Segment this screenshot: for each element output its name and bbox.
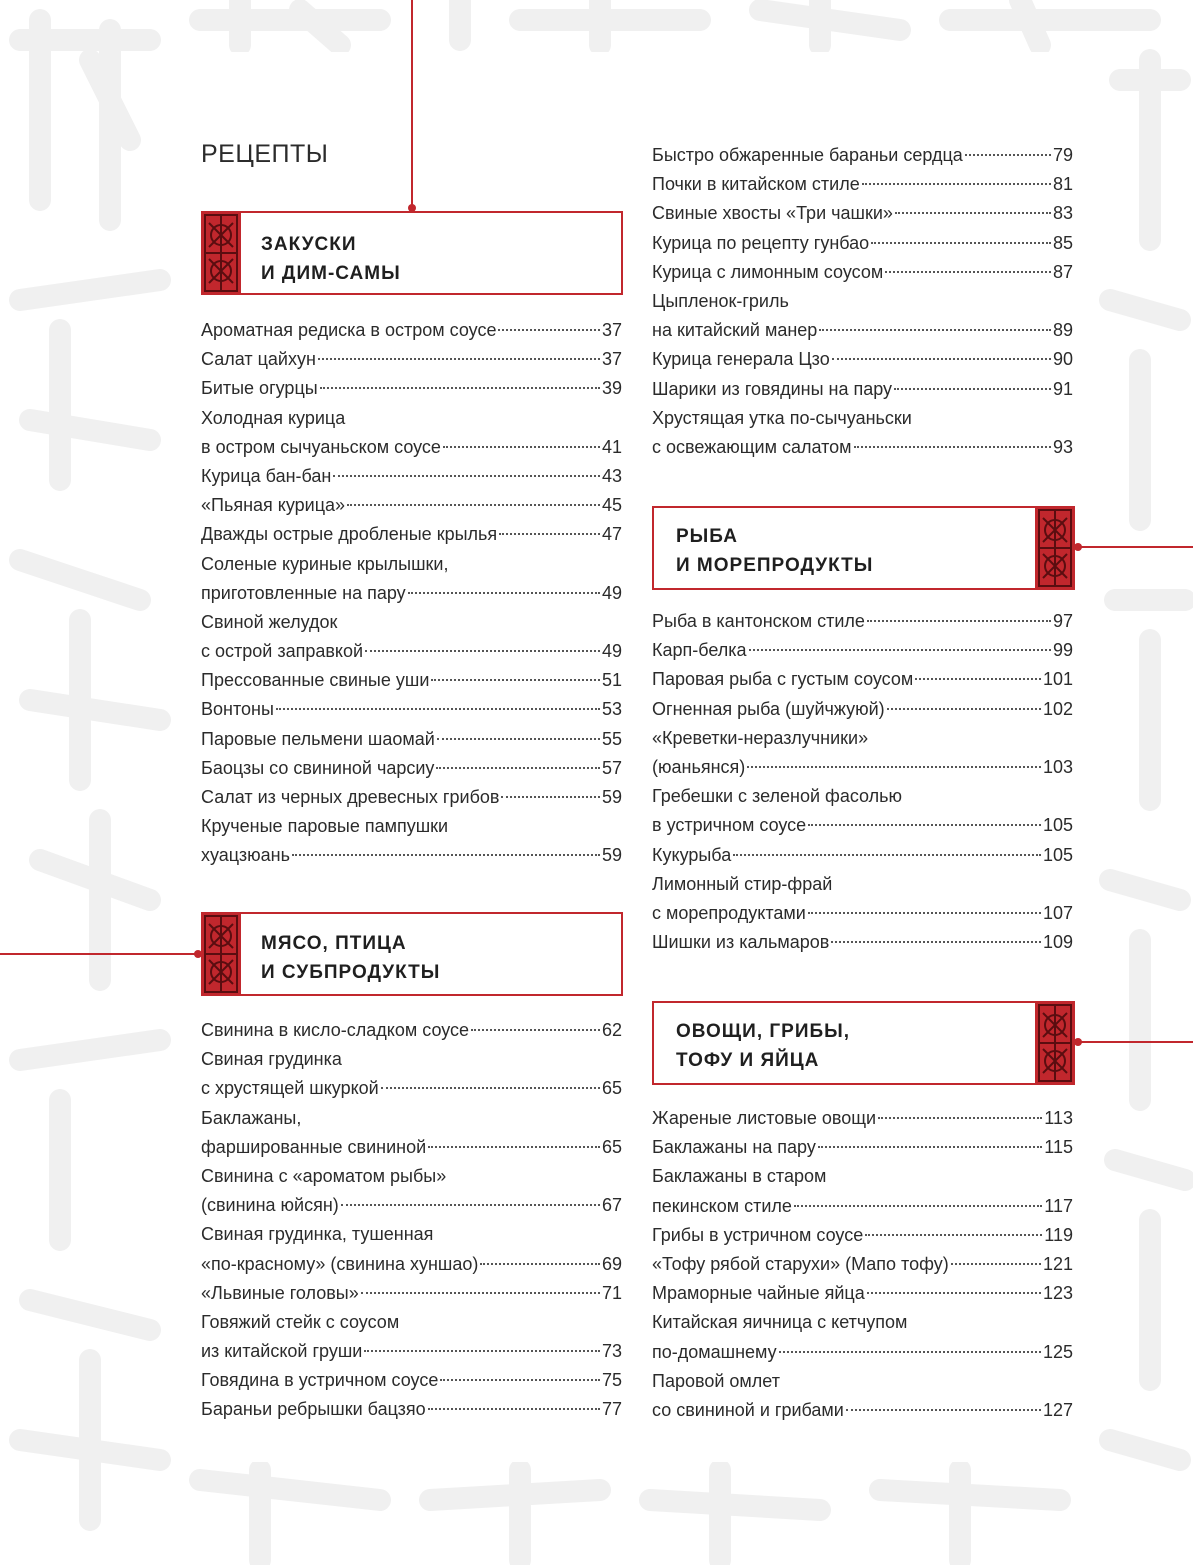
dot-leader [846,1409,1041,1411]
page-number: 101 [1042,669,1073,690]
dot-leader [878,1117,1042,1119]
toc-entry-title: Карп-белка [652,640,747,661]
page-number: 102 [1042,698,1073,719]
page-number: 89 [1052,320,1073,341]
ornament-icon [201,912,241,996]
page-number: 55 [601,728,622,749]
toc-entry-line[interactable] [201,812,622,841]
dot-leader [318,358,600,360]
dot-leader [341,1204,600,1206]
toc-entry-title: Огненная рыба (шуйчжуюй) [652,698,885,719]
dot-leader [428,1146,600,1148]
toc-entry-line[interactable] [201,462,622,491]
toc-entry-line[interactable] [652,724,1073,753]
toc-entry-line[interactable] [201,1016,622,1045]
page-number: 47 [601,524,622,545]
dot-leader [480,1263,600,1265]
page-number: 97 [1052,611,1073,631]
toc-entry-line[interactable] [201,1133,622,1162]
toc-entry-line[interactable] [652,928,1073,957]
connector-line-top [411,0,413,210]
page-number: 77 [601,1399,622,1420]
dot-leader [361,1292,600,1294]
toc-entry-line[interactable] [652,345,1073,374]
dot-leader [471,1029,600,1031]
toc-entry-title: Курица бан-бан [201,465,332,486]
ornament-icon [1035,506,1075,590]
page-number: 45 [601,495,622,516]
section-title-line: ЗАКУСКИ [261,234,357,255]
toc-entry-line[interactable] [201,1191,622,1220]
page-number: 37 [601,349,622,370]
page-number: 65 [601,1136,622,1157]
toc-entry-title: Баклажаны в старом [652,1166,827,1187]
toc-entry-title: Прессованные свиные уши [201,670,430,691]
page-number: 103 [1042,756,1073,777]
toc-entry-line[interactable] [652,433,1073,462]
toc-entry-line[interactable] [201,1220,622,1249]
toc-entry-title: с освежающим салатом [652,436,852,457]
toc-entry-title: с морепродуктами [652,902,806,923]
dot-leader [794,1205,1042,1207]
toc-entry-title: Жареные листовые овощи [652,1108,877,1128]
ornament-icon [1035,1001,1075,1085]
ornament-icon [201,211,241,295]
page-number: 105 [1042,844,1073,865]
toc-entry-line[interactable] [652,1133,1073,1162]
toc-entry-line[interactable] [652,607,1073,636]
toc-entry-title: Говяжий стейк с соусом [201,1311,400,1332]
toc-entry-title: Свиные хвосты «Три чашки» [652,203,893,224]
toc-entry-line[interactable] [201,1104,622,1133]
toc-entry-title: в остром сычуаньском соусе [201,436,441,457]
dot-leader [381,1087,600,1089]
toc-entry-title: Китайская яичница с кетчупом [652,1312,908,1333]
toc-entry-title: Соленые куриные крылышки, [201,553,449,574]
dot-leader [865,1234,1042,1236]
toc-entry-title: приготовленные на пару [201,582,406,603]
toc-entry-title: «Львиные головы» [201,1282,359,1303]
toc-entry-line[interactable] [201,608,622,637]
toc-entry-line[interactable] [652,141,1073,170]
toc-entry-title: со свининой и грибами [652,1399,844,1420]
connector-dot-right-2 [1074,1038,1082,1046]
page-number: 75 [601,1370,622,1391]
toc-entry-line[interactable] [652,1104,1073,1133]
dot-leader [347,504,600,506]
toc-entry-line[interactable] [652,899,1073,928]
dot-leader [440,1379,600,1381]
page-title: РЕЦЕПТЫ [201,140,329,168]
toc-entry-line[interactable] [201,725,622,754]
connector-line-right-1 [1078,546,1193,548]
toc-entry-line[interactable] [652,170,1073,199]
toc-entry-title: хуацзюань [201,845,290,866]
toc-entry-title: «по-красному» (свинина хуншао) [201,1253,479,1274]
toc-entry-title: с острой заправкой [201,641,364,662]
section-header-vegetables [652,1001,1075,1085]
toc-entry-line[interactable] [201,1337,622,1366]
toc-entry-title: Курица с лимонным соусом [652,261,884,282]
dot-leader [965,154,1051,156]
page-number: 49 [601,582,622,603]
page-number: 127 [1042,1399,1073,1420]
dot-leader [333,475,600,477]
toc-list-meat [201,1016,622,1425]
section-header-meat [201,912,623,996]
toc-entry-line[interactable] [201,404,622,433]
toc-entry-line[interactable] [201,316,622,345]
dot-leader [894,388,1051,390]
toc-entry-line[interactable] [652,199,1073,228]
page-number: 113 [1044,1108,1073,1128]
toc-entry-title: Лимонный стир-фрай [652,873,833,894]
page-number: 99 [1052,640,1073,661]
toc-entry-line[interactable] [652,229,1073,258]
toc-entry-title: «Креветки-неразлучники» [652,727,869,748]
toc-list-fish [652,607,1073,957]
page-number: 117 [1044,1195,1073,1216]
toc-entry-line[interactable] [201,520,622,549]
toc-entry-title: Бараньи ребрышки бацзяо [201,1399,426,1420]
toc-entry-title: пекинском стиле [652,1195,792,1216]
toc-entry-line[interactable] [652,841,1073,870]
toc-list-vegetables [652,1104,1073,1425]
page-number: 49 [601,641,622,662]
toc-entry-title: Свинина в кисло-сладком соусе [201,1020,470,1040]
toc-entry-line[interactable] [652,753,1073,782]
page-number: 81 [1052,174,1073,195]
toc-entry-title: Шарики из говядины на пару [652,378,893,399]
dot-leader [887,708,1041,710]
section-title-line: РЫБА [676,526,738,547]
dot-leader [749,649,1051,651]
toc-entry-line[interactable] [652,1162,1073,1191]
dot-leader [408,592,600,594]
toc-entry-title: Почки в китайском стиле [652,174,860,195]
toc-entry-line[interactable] [201,783,622,812]
dot-leader [867,1292,1041,1294]
toc-entry-line[interactable] [201,1308,622,1337]
toc-entry-line[interactable] [652,1192,1073,1221]
dot-leader [292,854,600,856]
page-number: 37 [601,320,622,340]
toc-entry-line[interactable] [201,345,622,374]
toc-entry-line[interactable] [652,695,1073,724]
toc-entry-line[interactable] [652,870,1073,899]
section-title-line: И СУБПРОДУКТЫ [261,962,441,983]
toc-entry-line[interactable] [201,1162,622,1191]
toc-entry-title: «Пьяная курица» [201,495,346,516]
toc-entry-line[interactable] [652,636,1073,665]
toc-entry-title: Крученые паровые пампушки [201,816,449,837]
toc-entry-line[interactable] [652,1396,1073,1425]
page-number: 109 [1042,932,1073,953]
toc-entry-line[interactable] [201,666,622,695]
toc-entry-title: Баклажаны, [201,1107,302,1128]
toc-entry-line[interactable] [652,782,1073,811]
toc-entry-line[interactable] [201,1279,622,1308]
section-header-appetizers [201,211,623,295]
toc-entry-line[interactable] [201,1045,622,1074]
toc-entry-line[interactable] [201,1366,622,1395]
toc-entry-title: Свиная грудинка, тушенная [201,1224,434,1245]
toc-entry-line[interactable] [652,1367,1073,1396]
page-number: 39 [601,378,622,399]
dot-leader [320,387,600,389]
toc-entry-line[interactable] [201,637,622,666]
dot-leader [733,854,1041,856]
toc-entry-title: «Тофу рябой старухи» (Мапо тофу) [652,1253,949,1274]
section-title-line: И ДИМ-САМЫ [261,263,401,284]
connector-line-right-2 [1078,1041,1193,1043]
toc-list-meat-continued [652,141,1073,462]
toc-entry-line[interactable] [652,375,1073,404]
section-title-line: И МОРЕПРОДУКТЫ [676,555,874,576]
toc-entry-title: Свиная грудинка [201,1049,342,1070]
dot-leader [867,620,1051,622]
toc-entry-title: Паровая рыба с густым соусом [652,669,914,690]
dot-leader [501,796,600,798]
toc-entry-title: Салат из черных древесных грибов [201,787,500,807]
toc-entry-title: Рыба в кантонском стиле [652,611,865,631]
toc-entry-line[interactable] [201,1074,622,1103]
toc-entry-line[interactable] [652,1279,1073,1308]
page-number: 119 [1044,1224,1073,1245]
page-number: 69 [601,1253,622,1274]
dot-leader [862,183,1051,185]
toc-entry-title: (юаньянся) [652,756,746,777]
toc-entry-title: в устричном соусе [652,815,807,836]
toc-entry-title: Дважды острые дробленые крылья [201,524,498,545]
dot-leader [871,242,1051,244]
page-number: 79 [1052,145,1073,165]
toc-entry-line[interactable] [201,433,622,462]
toc-entry-line[interactable] [652,258,1073,287]
toc-entry-title: (свинина юйсян) [201,1195,339,1216]
toc-entry-line[interactable] [652,1221,1073,1250]
toc-entry-title: Быстро обжаренные бараньи сердца [652,145,963,165]
page-number: 73 [601,1341,622,1362]
page-number: 115 [1044,1137,1073,1158]
toc-entry-line[interactable] [652,1250,1073,1279]
page-number: 91 [1052,378,1073,399]
toc-entry-title: Хрустящая утка по-сычуаньски [652,407,912,428]
toc-entry-title: Кукурыба [652,844,732,865]
toc-entry-line[interactable] [201,841,622,870]
dot-leader [832,358,1051,360]
dot-leader [747,766,1041,768]
toc-entry-title: Цыпленок-гриль [652,290,789,311]
page-number: 59 [601,787,622,807]
dot-leader [831,941,1041,943]
toc-entry-title: Вонтоны [201,699,274,720]
page-number: 85 [1052,232,1073,253]
toc-entry-title: из китайской груши [201,1341,363,1362]
toc-entry-title: Салат цайхун [201,349,316,370]
page-number: 90 [1052,349,1073,370]
toc-entry-title: Свиной желудок [201,611,338,632]
toc-entry-title: Курица генерала Цзо [652,349,830,370]
page-number: 51 [601,670,622,691]
toc-entry-title: Мраморные чайные яйца [652,1283,865,1304]
toc-entry-title: Ароматная редиска в остром соусе [201,320,497,340]
dot-leader [276,708,600,710]
toc-entry-title: Холодная курица [201,407,346,428]
page-number: 67 [601,1195,622,1216]
page-number: 59 [601,845,622,866]
toc-entry-title: Паровые пельмени шаомай [201,728,435,749]
toc-entry-title: Паровой омлет [652,1370,780,1391]
toc-list-appetizers [201,316,622,871]
dot-leader [808,912,1041,914]
section-title-line: ОВОЩИ, ГРИБЫ, [676,1021,851,1042]
section-title-line: ТОФУ И ЯЙЦА [676,1050,820,1071]
dot-leader [895,212,1051,214]
dot-leader [499,533,600,535]
section-header-fish [652,506,1075,590]
page-number: 57 [601,757,622,778]
toc-entry-line[interactable] [652,665,1073,694]
toc-entry-line[interactable] [652,1308,1073,1337]
page-number: 41 [601,436,622,457]
dot-leader [437,738,600,740]
page-number: 105 [1042,815,1073,836]
dot-leader [819,329,1051,331]
toc-entry-title: с хрустящей шкуркой [201,1078,379,1099]
toc-entry-title: Говядина в устричном соусе [201,1370,439,1391]
page-number: 93 [1052,436,1073,457]
dot-leader [808,824,1041,826]
toc-entry-line[interactable] [201,579,622,608]
dot-leader [443,446,600,448]
toc-entry-line[interactable] [201,695,622,724]
dot-leader [364,1350,600,1352]
page-number: 121 [1042,1253,1073,1274]
toc-entry-line[interactable] [201,754,622,783]
toc-entry-line[interactable] [201,1250,622,1279]
dot-leader [854,446,1051,448]
toc-entry-title: по-домашнему [652,1341,777,1362]
toc-entry-line[interactable] [652,811,1073,840]
toc-entry-line[interactable] [652,316,1073,345]
dot-leader [885,271,1051,273]
toc-entry-title: Шишки из кальмаров [652,932,830,953]
toc-entry-line[interactable] [201,1395,622,1424]
page-number: 71 [601,1282,622,1303]
dot-leader [431,679,600,681]
dot-leader [498,329,600,331]
toc-entry-line[interactable] [652,1338,1073,1367]
page-number: 87 [1052,261,1073,282]
toc-entry-title: на китайский манер [652,320,818,341]
toc-entry-title: Битые огурцы [201,378,318,399]
dot-leader [779,1351,1041,1353]
toc-entry-title: фаршированные свининой [201,1136,427,1157]
toc-entry-title: Свинина с «ароматом рыбы» [201,1165,447,1186]
toc-entry-line[interactable] [201,550,622,579]
dot-leader [915,678,1041,680]
dot-leader [436,767,600,769]
page-number: 62 [601,1020,622,1040]
page-number: 125 [1042,1341,1073,1362]
dot-leader [428,1408,600,1410]
toc-entry-title: Курица по рецепту гунбао [652,232,870,253]
toc-entry-title: Баклажаны на пару [652,1137,816,1158]
toc-entry-line[interactable] [201,374,622,403]
page-number: 123 [1042,1283,1073,1304]
section-title-line: МЯСО, ПТИЦА [261,933,407,954]
dot-leader [365,650,600,652]
toc-entry-line[interactable] [652,287,1073,316]
dot-leader [951,1263,1041,1265]
toc-entry-title: Грибы в устричном соусе [652,1224,864,1245]
toc-entry-title: Гребешки с зеленой фасолью [652,786,903,807]
page-number: 83 [1052,203,1073,224]
page-number: 43 [601,465,622,486]
connector-line-left [0,953,200,955]
toc-entry-line[interactable] [201,491,622,520]
connector-dot-right-1 [1074,543,1082,551]
page-number: 107 [1042,902,1073,923]
page-number: 53 [601,699,622,720]
toc-entry-title: Баоцзы со свининой чарсиу [201,757,435,778]
page-number: 65 [601,1078,622,1099]
toc-entry-line[interactable] [652,404,1073,433]
dot-leader [818,1146,1042,1148]
